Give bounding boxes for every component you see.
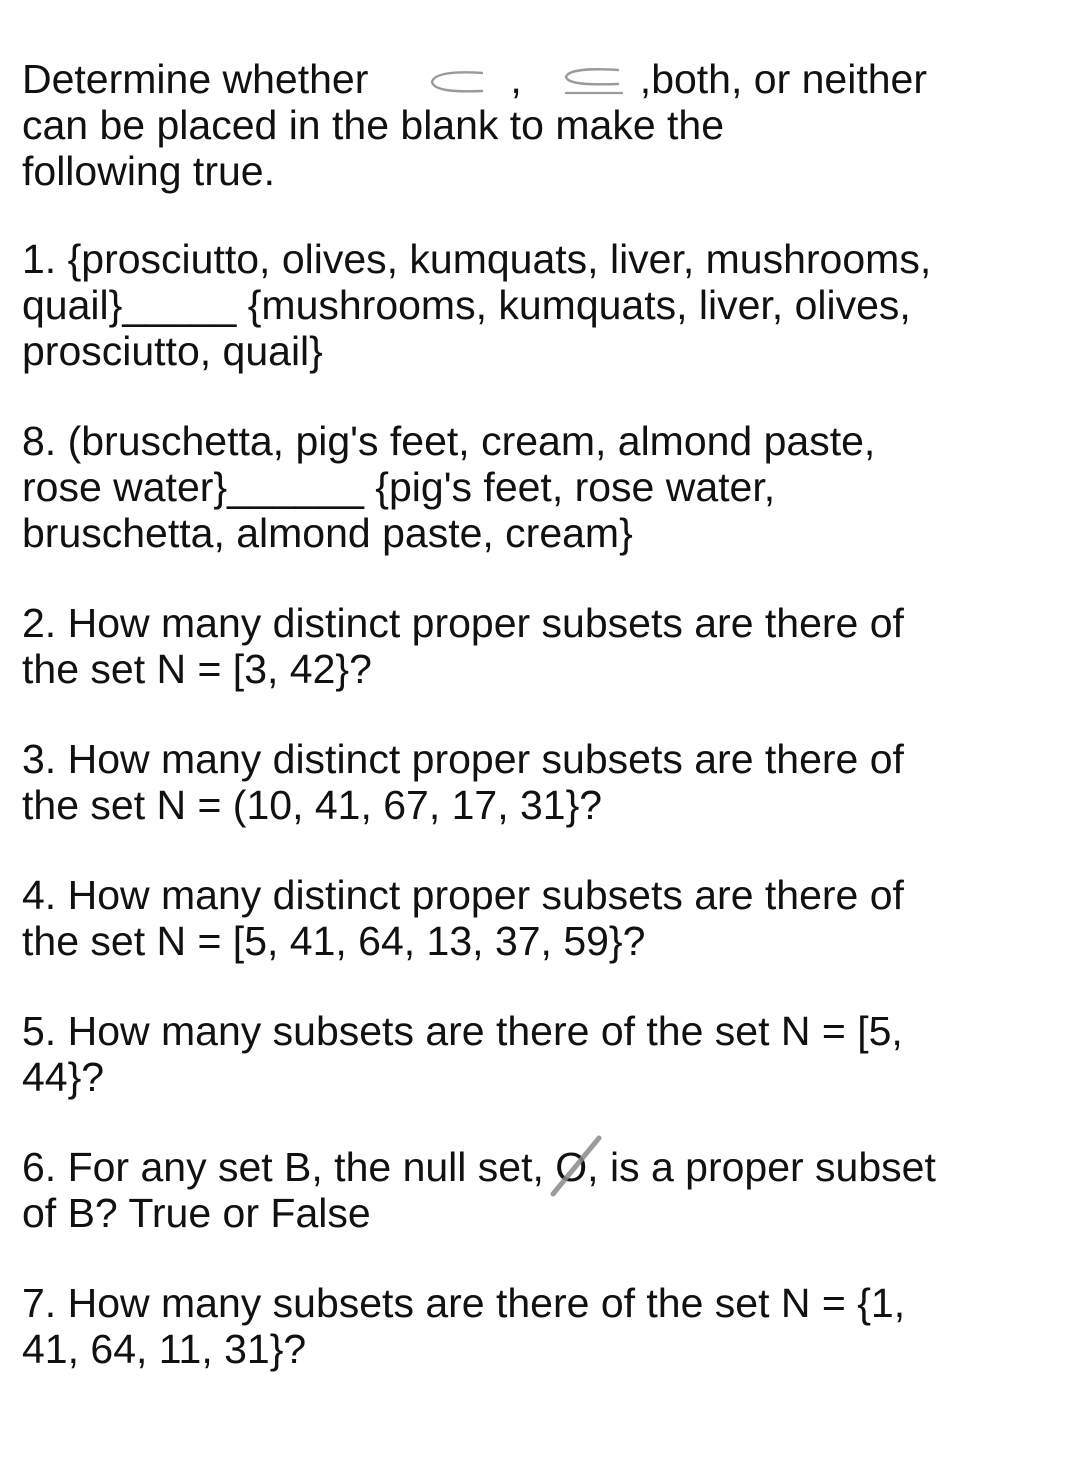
question-line: 44}? xyxy=(22,1054,105,1100)
question-line: bruschetta, almond paste, cream} xyxy=(22,510,633,556)
intro-line-1 xyxy=(22,56,1062,102)
intro-text-start: Determine whether xyxy=(22,56,369,102)
question-6 xyxy=(22,1144,1062,1236)
question-line: the set N = [3, 42}? xyxy=(22,646,372,692)
intro-text-end: ,both, or neither xyxy=(639,56,927,102)
intro-line-2: can be placed in the blank to make the xyxy=(22,102,725,148)
question-6-text-start: 6. For any set B, the null set, xyxy=(22,1144,556,1190)
question-6-text-end: , is a proper subset xyxy=(587,1144,936,1190)
question-line: 7. How many subsets are there of the set N = {1, xyxy=(22,1280,906,1326)
question-1 xyxy=(22,236,1062,374)
question-line: 4. How many distinct proper subsets are there of xyxy=(22,872,904,918)
question-8 xyxy=(22,418,1062,556)
null-set-symbol xyxy=(555,1144,587,1190)
question-line: 5. How many subsets are there of the set N = [5, xyxy=(22,1008,903,1054)
question-line: 3. How many distinct proper subsets are there of xyxy=(22,736,904,782)
pencil-slash-icon xyxy=(549,1130,609,1204)
question-5 xyxy=(22,1008,1062,1100)
question-7 xyxy=(22,1280,1062,1372)
question-line: 1. {prosciutto, olives, kumquats, liver, mushrooms, xyxy=(22,236,932,282)
question-4 xyxy=(22,872,1062,964)
question-line: of B? True or False xyxy=(22,1190,371,1236)
question-3 xyxy=(22,736,1062,828)
question-2 xyxy=(22,600,1062,692)
intro-comma: , xyxy=(510,56,522,102)
intro-line-3: following true. xyxy=(22,148,275,194)
question-line xyxy=(22,1144,1062,1190)
question-line: 8. (bruschetta, pig's feet, cream, almond paste, xyxy=(22,418,876,464)
proper-subset-icon xyxy=(426,69,488,95)
null-set-letter: O xyxy=(555,1144,588,1190)
question-line: quail}_____ {mushrooms, kumquats, liver, olives, xyxy=(22,282,911,328)
question-line: rose water}______ {pig's feet, rose water, xyxy=(22,464,776,510)
worksheet xyxy=(22,56,1062,1372)
subset-icon xyxy=(558,66,628,98)
question-line: the set N = (10, 41, 67, 17, 31}? xyxy=(22,782,603,828)
question-line: prosciutto, quail} xyxy=(22,328,323,374)
question-line: the set N = [5, 41, 64, 13, 37, 59}? xyxy=(22,918,646,964)
question-line: 2. How many distinct proper subsets are there of xyxy=(22,600,904,646)
question-line: 41, 64, 11, 31}? xyxy=(22,1326,307,1372)
